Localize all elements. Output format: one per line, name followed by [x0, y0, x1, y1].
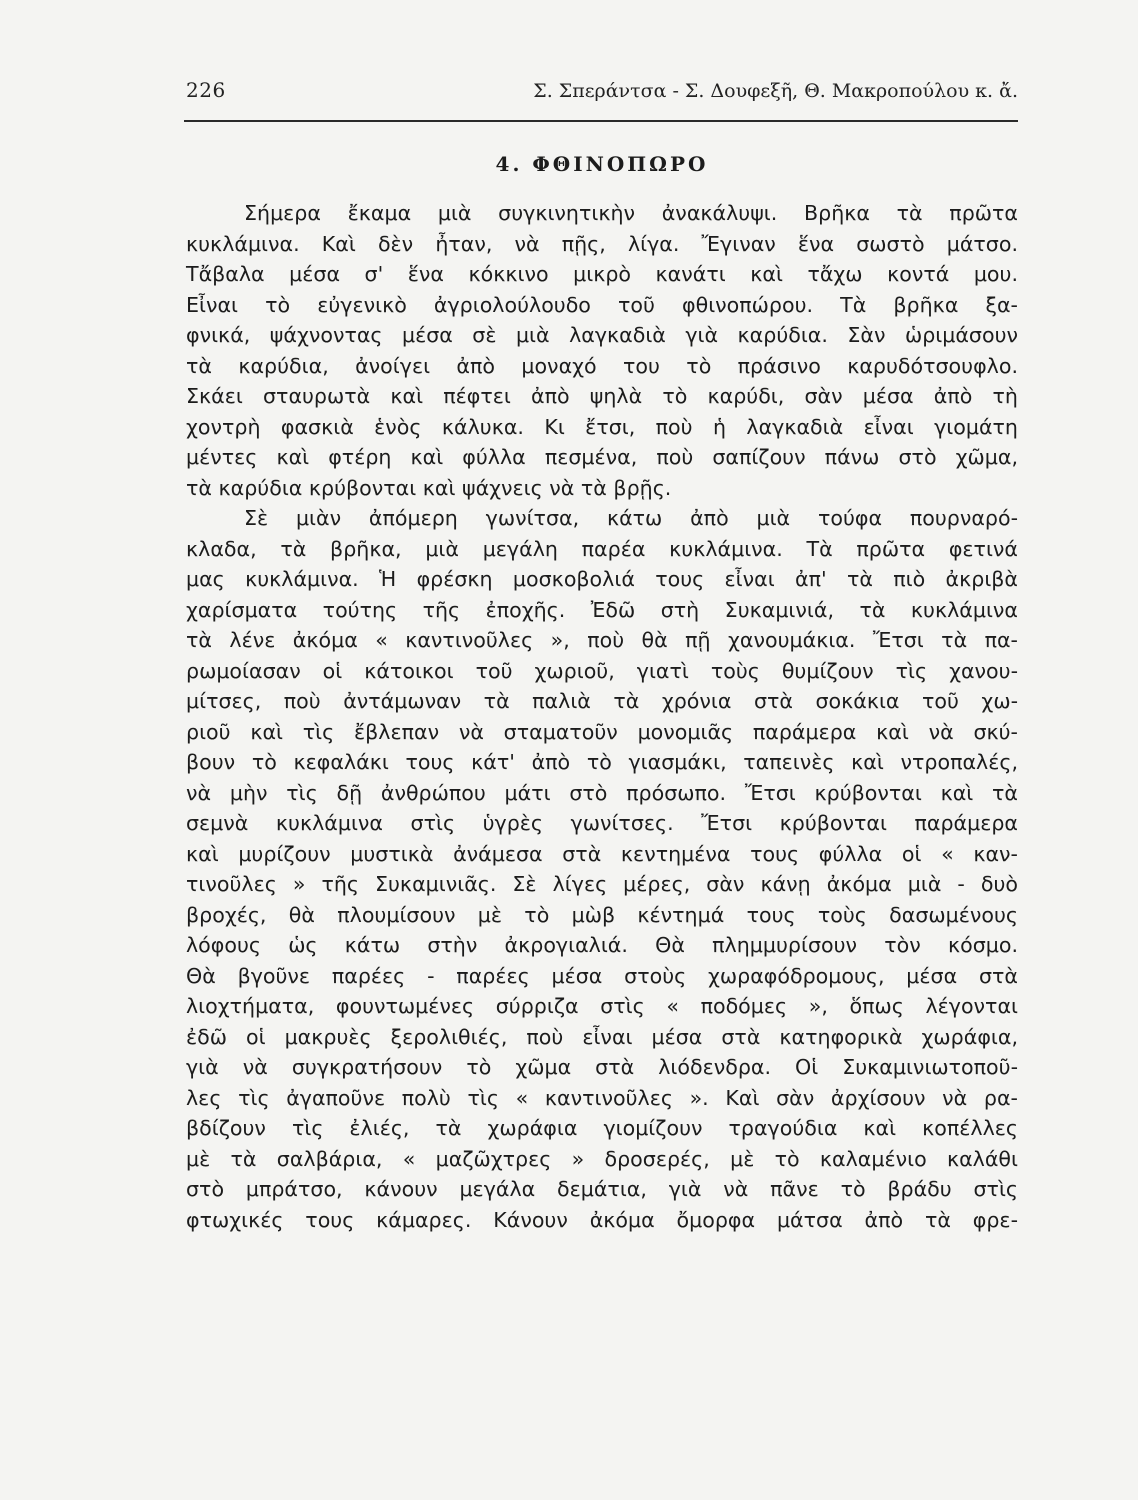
text-line: μίτσες, ποὺ ἀντάμωναν τὰ παλιὰ τὰ χρόνια στὰ σοκάκια τοῦ χω- [186, 689, 1018, 713]
text-line: βουν τὸ κεφαλάκι τους κάτ' ἀπὸ τὸ γιασμάκι, ταπεινὲς καὶ ντροπαλές, [186, 750, 1018, 774]
body-text [186, 198, 1018, 1235]
text-line: Σὲ μιὰν ἀπόμερη γωνίτσα, κάτω ἀπὸ μιὰ τούφα πουρναρό- [244, 506, 1018, 530]
text-line: νὰ μὴν τὶς δῇ ἀνθρώπου μάτι στὸ πρόσωπο. Ἔτσι κρύβονται καὶ τὰ [186, 780, 1018, 805]
text-line: μέντες καὶ φτέρη καὶ φύλλα πεσμένα, ποὺ σαπίζουν πάνω στὸ χῶμα, [186, 445, 1018, 469]
header-rule [184, 120, 1018, 122]
text-line: Τἄβαλα μέσα σ' ἕνα κόκκινο μικρὸ κανάτι καὶ τἄχω κοντά μου. [186, 262, 1018, 286]
text-line: στὸ μπράτσο, κάνουν μεγάλα δεμάτια, γιὰ νὰ πᾶνε τὸ βράδυ στὶς [186, 1177, 1018, 1201]
text-line: φνικά, ψάχνοντας μέσα σὲ μιὰ λαγκαδιὰ γιὰ καρύδια. Σὰν ὡριμάσουν [186, 323, 1018, 347]
text-line: τινοῦλες » τῆς Συκαμινιᾶς. Σὲ λίγες μέρες, σὰν κάνῃ ἀκόμα μιὰ - δυὸ [186, 872, 1018, 896]
text-line: χαρίσματα τούτης τῆς ἐποχῆς. Ἐδῶ στὴ Συκαμινιά, τὰ κυκλάμινα [186, 597, 1018, 622]
text-line: ρωμοίασαν οἱ κάτοικοι τοῦ χωριοῦ, γιατὶ τοὺς θυμίζουν τὶς χανου- [186, 658, 1018, 683]
text-line: γιὰ νὰ συγκρατήσουν τὸ χῶμα στὰ λιόδενδρα. Οἱ Συκαμινιωτοποῦ- [186, 1055, 1018, 1079]
text-line: βροχές, θὰ πλουμίσουν μὲ τὸ μὼβ κέντημά τους τοὺς δασωμένους [186, 902, 1018, 927]
text-line: σεμνὰ κυκλάμινα στὶς ὑγρὲς γωνίτσες. Ἔτσι κρύβονται παράμερα [186, 811, 1018, 835]
text-line: ἐδῶ οἱ μακρυὲς ξερολιθιές, ποὺ εἶναι μέσα στὰ κατηφορικὰ χωράφια, [186, 1024, 1018, 1049]
text-line: κυκλάμινα. Καὶ δὲν ἦταν, νὰ πῇς, λίγα. Ἔγιναν ἕνα σωστὸ μάτσο. [186, 231, 1018, 256]
running-head: Σ. Σπεράντσα - Σ. Δουφεξῆ, Θ. Μακροπούλου κ. ἄ. [533, 80, 1018, 102]
text-line: χοντρὴ φασκιὰ ἑνὸς κάλυκα. Κι ἔτσι, ποὺ ἡ λαγκαδιὰ εἶναι γιομάτη [186, 414, 1018, 439]
page-header [186, 78, 1018, 114]
chapter-title: 4. ΦΘΙΝΟΠΩΡΟ [495, 152, 709, 176]
text-line: τὰ λένε ἀκόμα « καντινοῦλες », ποὺ θὰ πῇ χανουμάκια. Ἔτσι τὰ πα- [186, 628, 1018, 652]
text-line: βδίζουν τὶς ἐλιές, τὰ χωράφια γιομίζουν τραγούδια καὶ κοπέλλες [186, 1116, 1018, 1140]
text-line: λες τὶς ἀγαποῦνε πολὺ τὶς « καντινοῦλες ». Καὶ σὰν ἀρχίσουν νὰ ρα- [186, 1085, 1018, 1110]
text-line: Εἶναι τὸ εὐγενικὸ ἀγριολούλουδο τοῦ φθινοπώρου. Τὰ βρῆκα ξα- [186, 292, 1018, 317]
text-line: μὲ τὰ σαλβάρια, « μαζῶχτρες » δροσερές, μὲ τὸ καλαμένιο καλάθι [186, 1146, 1018, 1171]
text-line: καὶ μυρίζουν μυστικὰ ἀνάμεσα στὰ κεντημένα τους φύλλα οἱ « καν- [186, 841, 1018, 866]
text-line: λόφους ὡς κάτω στὴν ἀκρογιαλιά. Θὰ πλημμυρίσουν τὸν κόσμο. [186, 933, 1018, 957]
text-line: λιοχτήματα, φουντωμένες σύρριζα στὶς « ποδόμες », ὅπως λέγονται [186, 994, 1018, 1018]
text-line: κλαδα, τὰ βρῆκα, μιὰ μεγάλη παρέα κυκλάμινα. Τὰ πρῶτα φετινά [186, 536, 1018, 561]
text-line: φτωχικές τους κάμαρες. Κάνουν ἀκόμα ὄμορφα μάτσα ἀπὸ τὰ φρε- [186, 1207, 1018, 1232]
text-line: μας κυκλάμινα. Ἡ φρέσκη μοσκοβολιά τους εἶναι ἀπ' τὰ πιὸ ἀκριβὰ [186, 567, 1018, 591]
page-number: 226 [186, 78, 226, 102]
text-line: ριοῦ καὶ τὶς ἔβλεπαν νὰ σταματοῦν μονομιᾶς παράμερα καὶ νὰ σκύ- [186, 719, 1018, 744]
text-line: Σήμερα ἔκαμα μιὰ συγκινητικὴν ἀνακάλυψι. Βρῆκα τὰ πρῶτα [244, 201, 1018, 225]
text-line: Σκάει σταυρωτὰ καὶ πέφτει ἀπὸ ψηλὰ τὸ καρύδι, σὰν μέσα ἀπὸ τὴ [186, 384, 1018, 408]
text-line: τὰ καρύδια κρύβονται καὶ ψάχνεις νὰ τὰ βρῇς. [186, 475, 672, 500]
text-line: Θὰ βγοῦνε παρέες - παρέες μέσα στοὺς χωραφόδρομους, μέσα στὰ [186, 963, 1018, 988]
text-line: τὰ καρύδια, ἀνοίγει ἀπὸ μοναχό του τὸ πράσινο καρυδότσουφλο. [186, 353, 1018, 378]
